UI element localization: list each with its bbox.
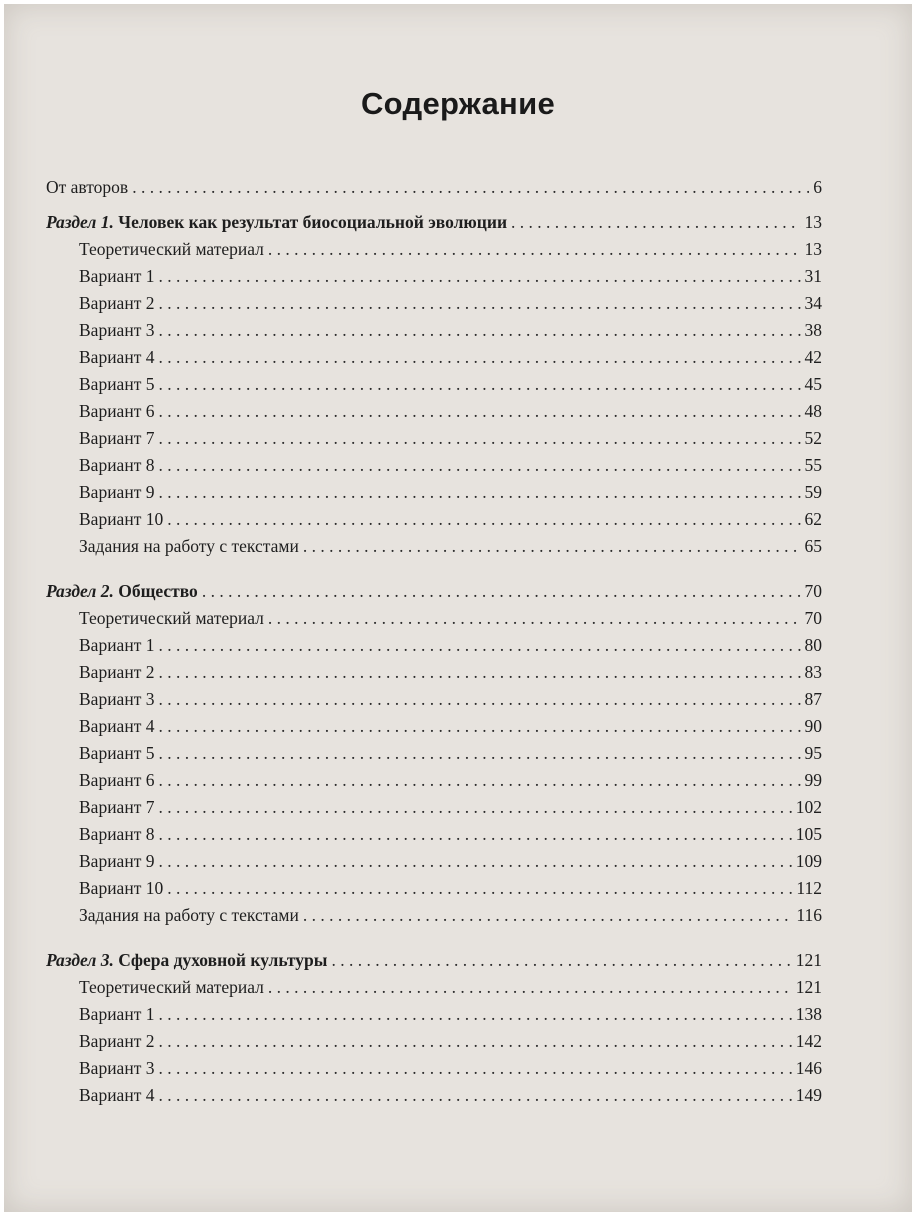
entry-label: Вариант 3	[79, 689, 155, 709]
entry-label: Вариант 2	[79, 662, 155, 682]
entry-label: Вариант 4	[79, 1085, 155, 1105]
section-title: Человек как результат биосоциальной эволюции	[118, 212, 508, 232]
toc-section	[46, 947, 822, 1109]
toc-entry	[46, 902, 822, 929]
dot-leader	[158, 371, 800, 398]
page-number: 13	[804, 212, 822, 232]
entry-label: Вариант 9	[79, 482, 155, 502]
toc-entry	[46, 821, 822, 848]
page-number: 6	[813, 177, 822, 197]
entry-label: Теоретический материал	[79, 977, 264, 997]
dot-leader	[158, 452, 800, 479]
toc-entry	[46, 848, 822, 875]
toc-entry	[46, 1028, 822, 1055]
dot-leader	[158, 740, 800, 767]
toc-entry	[46, 740, 822, 767]
table-of-contents	[46, 174, 822, 1109]
page-number: 65	[804, 536, 822, 556]
toc-entry	[46, 174, 822, 201]
page-number: 42	[804, 347, 822, 367]
section-number: Раздел 2.	[46, 581, 114, 601]
page-number: 95	[804, 743, 822, 763]
dot-leader	[268, 236, 801, 263]
dot-leader	[158, 1082, 791, 1109]
toc-entry	[46, 1055, 822, 1082]
dot-leader	[158, 344, 800, 371]
page-number: 102	[795, 797, 822, 817]
toc-entry	[46, 974, 822, 1001]
dot-leader	[268, 605, 801, 632]
page-number: 149	[795, 1085, 822, 1105]
entry-label: Вариант 8	[79, 824, 155, 844]
section-heading	[46, 209, 507, 236]
dot-leader	[158, 713, 800, 740]
toc-entry	[46, 236, 822, 263]
toc-sections	[46, 209, 822, 1109]
page-number: 87	[804, 689, 822, 709]
page-number: 48	[804, 401, 822, 421]
page-number: 99	[804, 770, 822, 790]
page-number: 70	[804, 608, 822, 628]
toc-entry	[46, 632, 822, 659]
section-number: Раздел 3.	[46, 950, 114, 970]
toc-section-heading	[46, 209, 822, 236]
dot-leader	[511, 209, 800, 236]
dot-leader	[158, 479, 800, 506]
page-number: 52	[804, 428, 822, 448]
entry-label: От авторов	[46, 177, 129, 197]
dot-leader	[158, 767, 800, 794]
page-number: 34	[804, 293, 822, 313]
toc-entry	[46, 875, 822, 902]
toc-entry	[46, 398, 822, 425]
page-number: 121	[795, 977, 822, 997]
page-number: 31	[804, 266, 822, 286]
dot-leader	[268, 974, 792, 1001]
entry-label: Вариант 6	[79, 770, 155, 790]
toc-entry	[46, 605, 822, 632]
toc-entry	[46, 344, 822, 371]
entry-label: Задания на работу с текстами	[79, 905, 299, 925]
toc-entry	[46, 794, 822, 821]
toc-entry	[46, 263, 822, 290]
dot-leader	[202, 578, 801, 605]
entry-label: Вариант 10	[79, 878, 164, 898]
entry-label: Вариант 8	[79, 455, 155, 475]
dot-leader	[158, 659, 800, 686]
dot-leader	[158, 425, 800, 452]
page-number: 142	[795, 1031, 822, 1051]
dot-leader	[303, 902, 793, 929]
dot-leader	[158, 686, 800, 713]
dot-leader	[331, 947, 791, 974]
entry-label: Вариант 10	[79, 509, 164, 529]
page-number: 116	[796, 905, 822, 925]
page-number: 45	[804, 374, 822, 394]
entry-label: Вариант 2	[79, 1031, 155, 1051]
toc-entry	[46, 686, 822, 713]
toc-section	[46, 209, 822, 560]
dot-leader	[158, 1055, 791, 1082]
document-page	[4, 4, 912, 1212]
page-number: 121	[795, 950, 822, 970]
entry-label: Вариант 7	[79, 428, 155, 448]
dot-leader	[158, 398, 800, 425]
toc-entry	[46, 452, 822, 479]
dot-leader	[167, 506, 800, 533]
entry-label: Вариант 1	[79, 266, 155, 286]
entry-label: Теоретический материал	[79, 239, 264, 259]
dot-leader	[167, 875, 792, 902]
page-number: 80	[804, 635, 822, 655]
dot-leader	[158, 794, 791, 821]
entry-label: Вариант 1	[79, 1004, 155, 1024]
page-number: 112	[796, 878, 822, 898]
dot-leader	[158, 317, 800, 344]
page-number: 59	[804, 482, 822, 502]
section-number: Раздел 1.	[46, 212, 114, 232]
page-number: 55	[804, 455, 822, 475]
page-number: 146	[795, 1058, 822, 1078]
entry-label: Вариант 2	[79, 293, 155, 313]
dot-leader	[158, 848, 791, 875]
toc-entry	[46, 371, 822, 398]
dot-leader	[158, 1001, 791, 1028]
page-number: 105	[795, 824, 822, 844]
toc-entry	[46, 533, 822, 560]
entry-label: Вариант 1	[79, 635, 155, 655]
entry-label: Вариант 4	[79, 347, 155, 367]
toc-section	[46, 578, 822, 929]
section-heading	[46, 578, 198, 605]
dot-leader	[158, 290, 800, 317]
dot-leader	[158, 632, 800, 659]
page-number: 62	[804, 509, 822, 529]
page-title: Содержание	[361, 86, 555, 121]
toc-entry	[46, 1001, 822, 1028]
toc-front-matter	[46, 174, 822, 201]
entry-label: Вариант 6	[79, 401, 155, 421]
entry-label: Вариант 5	[79, 743, 155, 763]
toc-section-heading	[46, 578, 822, 605]
toc-entry	[46, 1082, 822, 1109]
page-number: 83	[804, 662, 822, 682]
page-number: 138	[795, 1004, 822, 1024]
toc-entry	[46, 767, 822, 794]
dot-leader	[158, 1028, 791, 1055]
section-title: Общество	[118, 581, 198, 601]
toc-entry	[46, 479, 822, 506]
entry-label: Вариант 9	[79, 851, 155, 871]
dot-leader	[158, 821, 791, 848]
page-number: 70	[804, 581, 822, 601]
toc-entry	[46, 713, 822, 740]
toc-entry	[46, 425, 822, 452]
toc-entry	[46, 290, 822, 317]
page-number: 38	[804, 320, 822, 340]
toc-entry	[46, 317, 822, 344]
entry-label: Вариант 5	[79, 374, 155, 394]
entry-label: Вариант 4	[79, 716, 155, 736]
toc-section-heading	[46, 947, 822, 974]
entry-label: Задания на работу с текстами	[79, 536, 299, 556]
entry-label: Теоретический материал	[79, 608, 264, 628]
dot-leader	[132, 174, 809, 201]
page-number: 109	[795, 851, 822, 871]
entry-label: Вариант 3	[79, 1058, 155, 1078]
entry-label: Вариант 3	[79, 320, 155, 340]
section-title: Сфера духовной культуры	[118, 950, 328, 970]
toc-entry	[46, 659, 822, 686]
page-number: 13	[804, 239, 822, 259]
section-heading	[46, 947, 327, 974]
entry-label: Вариант 7	[79, 797, 155, 817]
toc-entry	[46, 506, 822, 533]
page-number: 90	[804, 716, 822, 736]
dot-leader	[158, 263, 800, 290]
dot-leader	[303, 533, 801, 560]
